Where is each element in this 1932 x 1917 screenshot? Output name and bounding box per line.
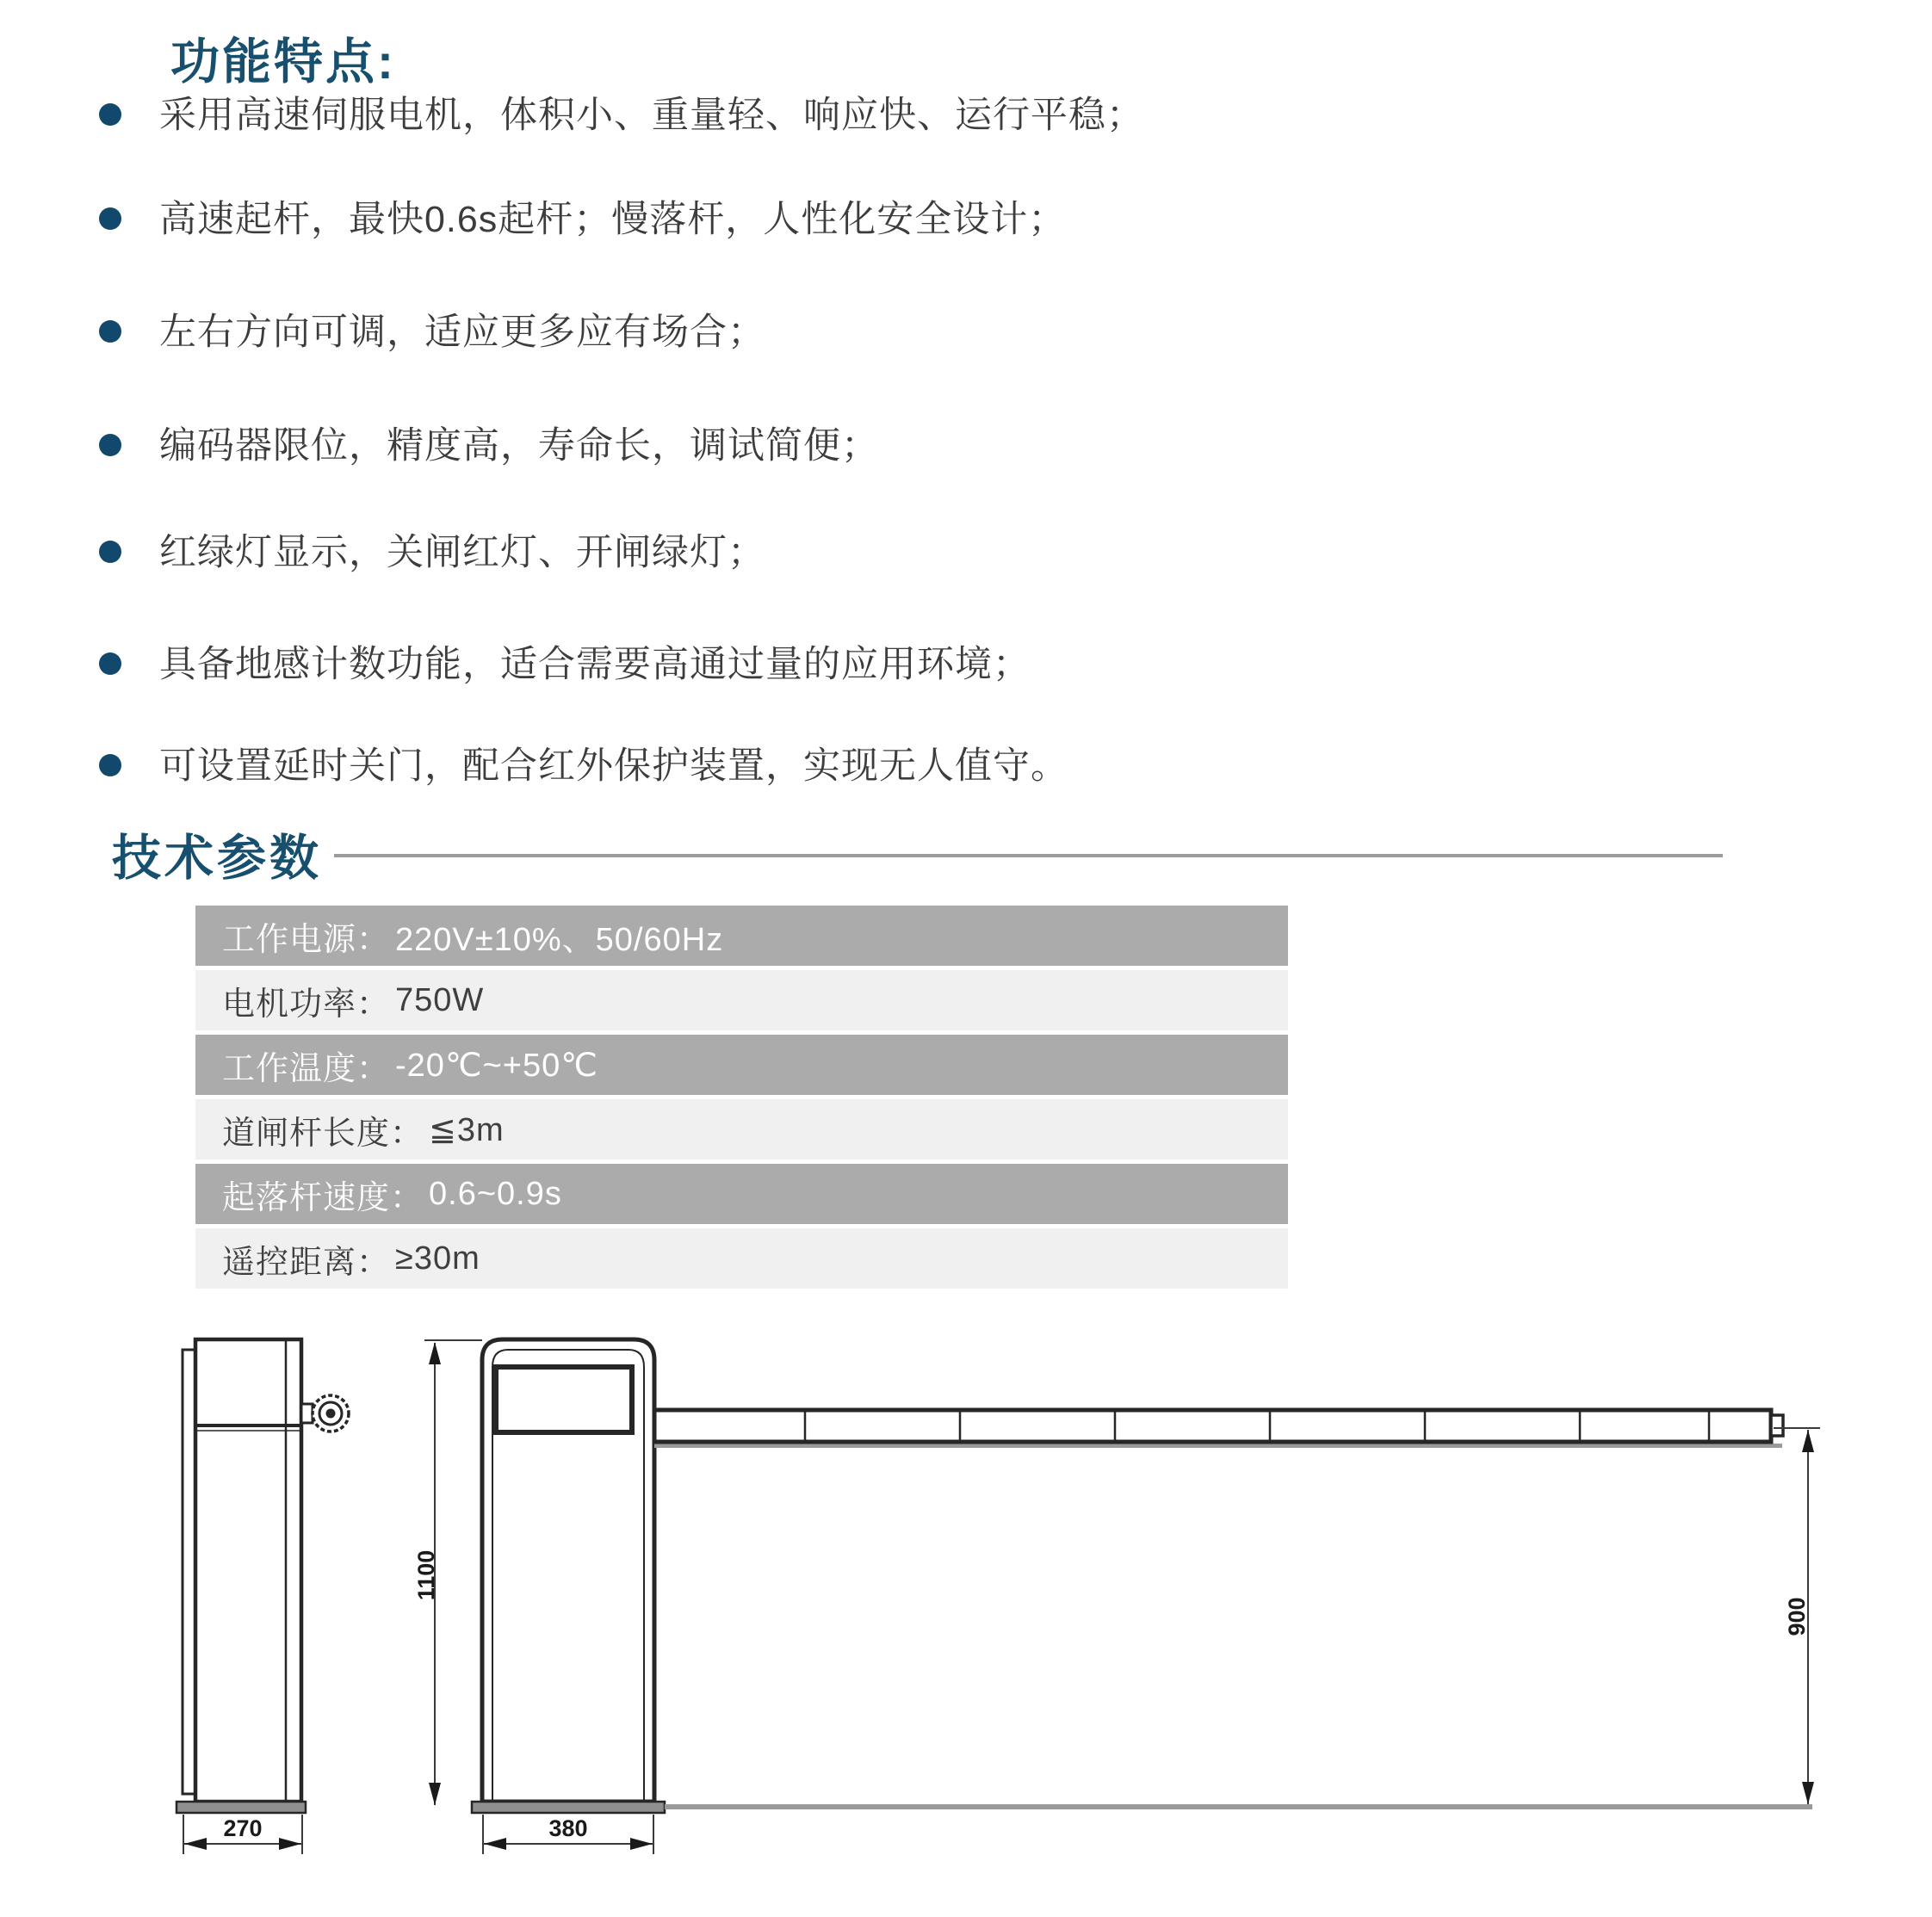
- spec-row-motor: [195, 970, 1288, 1030]
- dimension-label-380: 380: [548, 1815, 588, 1841]
- bullet-dot-icon: [99, 652, 121, 675]
- feature-item: [99, 645, 1735, 684]
- feature-text: 可设置延时关门，配合红外保护装置，实现无人值守。: [159, 745, 1068, 787]
- spec-row-arm-length: [195, 1099, 1288, 1159]
- dimension-clearance-900: [1774, 1428, 1820, 1804]
- bullet-dot-icon: [99, 320, 121, 343]
- spec-label: 起落杆速度：: [222, 1179, 424, 1216]
- feature-item: [99, 312, 1735, 352]
- bullet-dot-icon: [99, 207, 121, 230]
- spec-value: 220V±10%、50/60Hz: [395, 921, 724, 958]
- spec-row-temperature: [195, 1035, 1288, 1095]
- bullet-dot-icon: [99, 754, 121, 776]
- feature-item: [99, 533, 1735, 572]
- feature-item: [99, 96, 1735, 135]
- dimension-width-380: [483, 1815, 653, 1854]
- dimension-width-270: [183, 1815, 302, 1854]
- feature-item: [99, 426, 1735, 466]
- features-heading: 功能特点:: [170, 34, 396, 90]
- barrier-arm: [654, 1410, 1783, 1448]
- feature-text: 左右方向可调，适应更多应有场合；: [159, 312, 765, 353]
- feature-item: [99, 746, 1735, 786]
- bullet-dot-icon: [99, 103, 121, 126]
- dimension-height-1100: [413, 1340, 482, 1805]
- bullet-dot-icon: [99, 541, 121, 563]
- spec-value: 0.6~0.9s: [429, 1175, 562, 1212]
- spec-value: 750W: [395, 981, 485, 1018]
- spec-label: 工作温度：: [222, 1050, 391, 1087]
- spec-value: ≥30m: [395, 1240, 480, 1277]
- feature-item: [99, 200, 1735, 239]
- spec-value: -20℃~+50℃: [395, 1047, 598, 1084]
- spec-label: 工作电源：: [222, 921, 391, 958]
- specs-table: [195, 906, 1288, 1293]
- dimension-label-900: 900: [1784, 1597, 1810, 1636]
- dimension-label-1100: 1100: [413, 1549, 439, 1601]
- feature-text: 具备地感计数功能，适合需要高通过量的应用环境；: [159, 644, 1031, 685]
- display-window: [496, 1367, 632, 1432]
- spec-label: 电机功率：: [222, 986, 391, 1023]
- feature-text: 采用高速伺服电机，体积小、重量轻、响应快、运行平稳；: [159, 95, 1144, 136]
- specs-divider-line: [334, 854, 1723, 857]
- spec-label: 道闸杆长度：: [222, 1115, 424, 1152]
- bullet-dot-icon: [99, 434, 121, 456]
- dimension-label-270: 270: [223, 1815, 263, 1841]
- shaft-knob-icon: [301, 1395, 349, 1432]
- feature-text: 高速起杆，最快0.6s起杆；慢落杆，人性化安全设计；: [159, 199, 1067, 240]
- arm-end-bracket: [1771, 1415, 1783, 1436]
- spec-label: 遥控距离：: [222, 1244, 391, 1281]
- specs-heading: 技术参数: [112, 831, 322, 886]
- spec-value: ≦3m: [429, 1111, 505, 1148]
- spec-row-power: [195, 906, 1288, 966]
- ground-line: [665, 1804, 1812, 1809]
- technical-drawing: [0, 1308, 1932, 1917]
- feature-text: 红绿灯显示，关闸红灯、开闸绿灯；: [159, 532, 765, 573]
- feature-text: 编码器限位，精度高，寿命长，调试简便；: [159, 425, 879, 467]
- spec-row-speed: [195, 1164, 1288, 1224]
- spec-row-remote: [195, 1228, 1288, 1289]
- front-view-cabinet: [472, 1339, 665, 1813]
- side-view-cabinet: [176, 1339, 349, 1813]
